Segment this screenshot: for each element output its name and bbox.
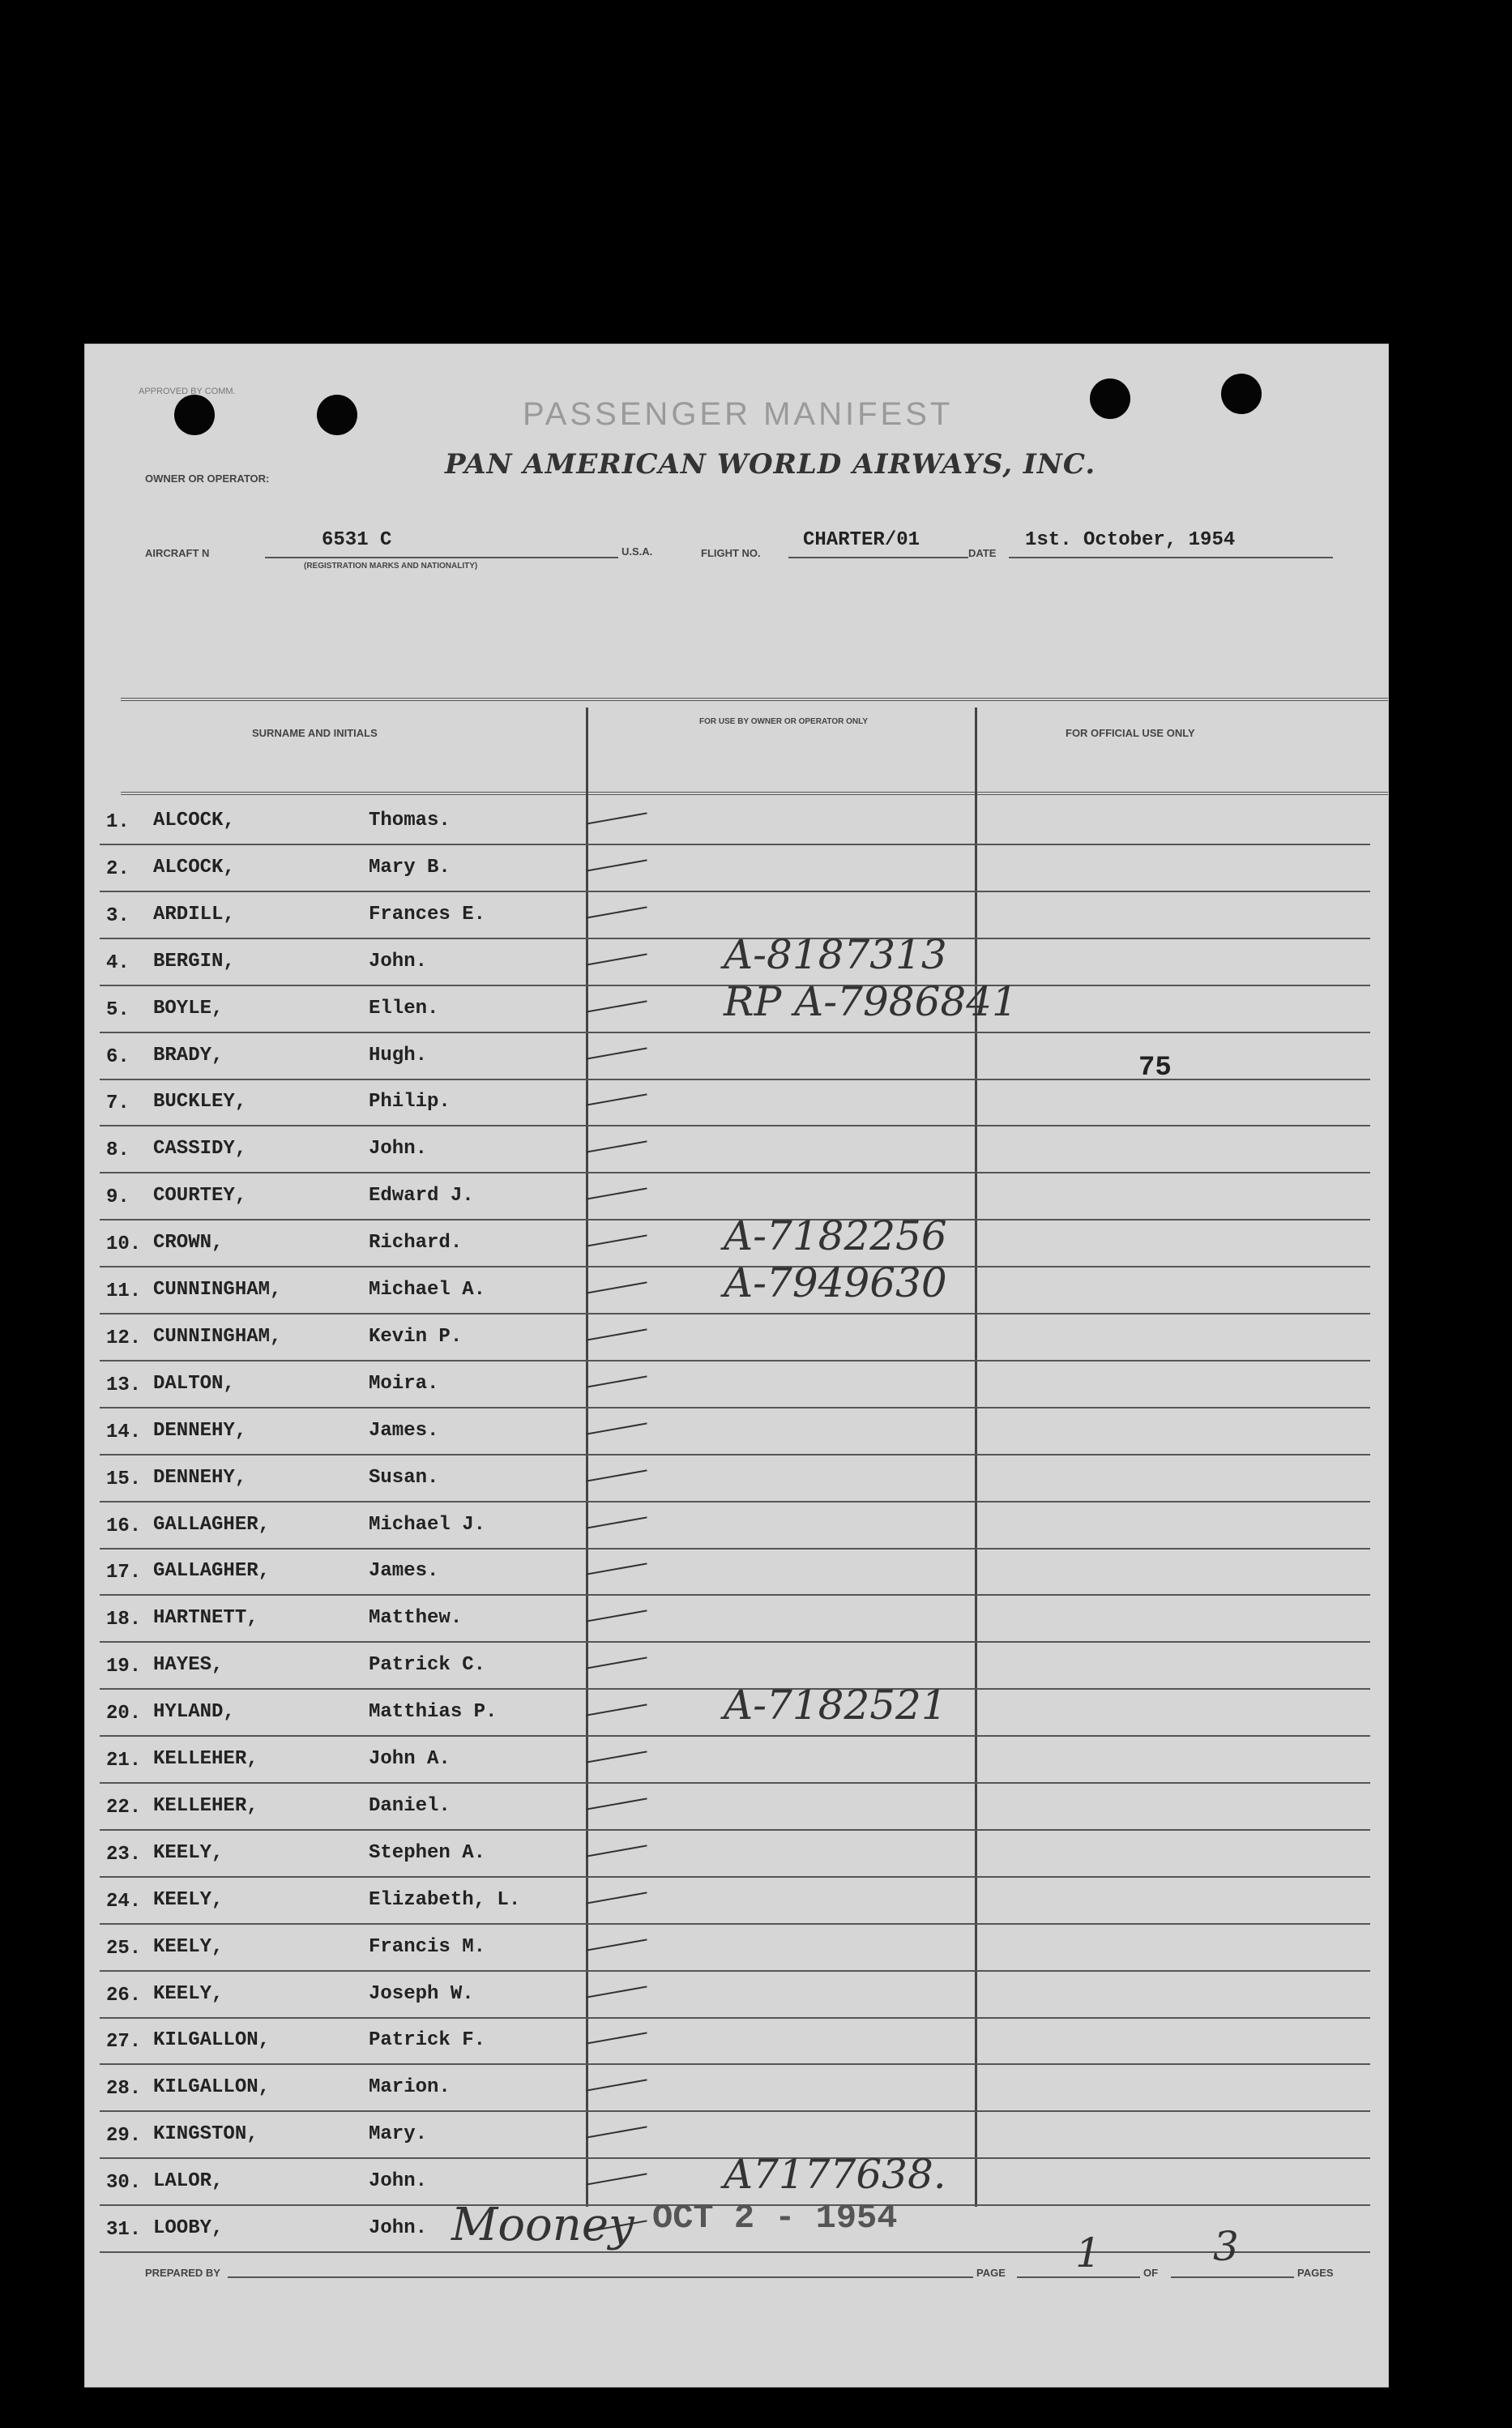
passenger-given-name: Ellen.	[369, 997, 439, 1020]
passenger-given-name: Hugh.	[369, 1044, 428, 1067]
passenger-row	[100, 1454, 1370, 1503]
official-use-value: 75	[1138, 1053, 1172, 1084]
passenger-surname: DENNEHY,	[153, 1466, 247, 1489]
passenger-surname: CUNNINGHAM,	[153, 1325, 282, 1348]
passenger-given-name: John.	[369, 2170, 428, 2193]
passenger-surname: BUCKLEY,	[153, 1091, 247, 1114]
handwritten-alien-number: A-7182256	[724, 1212, 947, 1260]
row-number: 6.	[106, 1045, 130, 1068]
row-number: 21.	[106, 1750, 142, 1772]
check-mark	[586, 1281, 647, 1293]
flight-line	[788, 557, 968, 558]
pages-label: PAGES	[1297, 2267, 1334, 2279]
manifest-sheet	[84, 344, 1389, 2387]
flight-label: FLIGHT NO.	[701, 547, 761, 559]
signature: Mooney	[451, 2199, 634, 2251]
passenger-surname: DENNEHY,	[153, 1419, 247, 1442]
passenger-surname: BOYLE,	[153, 997, 224, 1020]
passenger-surname: BERGIN,	[153, 950, 235, 972]
date-label: DATE	[968, 547, 997, 559]
passenger-row	[100, 1313, 1370, 1361]
check-mark	[586, 1563, 647, 1575]
passenger-row	[100, 797, 1370, 845]
page-title: PASSENGER MANIFEST	[523, 396, 954, 432]
check-mark	[586, 1000, 647, 1012]
passenger-given-name: Matthew.	[369, 1607, 463, 1630]
passenger-row	[100, 1970, 1370, 2019]
passenger-surname: CROWN,	[153, 1232, 224, 1255]
handwritten-alien-number: RP A-7986841	[724, 977, 1018, 1025]
passenger-row	[100, 1682, 1370, 1737]
passenger-given-name: Daniel.	[369, 1794, 451, 1817]
passenger-surname: DALTON,	[153, 1372, 235, 1395]
passenger-surname: ALCOCK,	[153, 810, 235, 831]
passenger-given-name: Patrick F.	[369, 2029, 486, 2052]
check-mark	[586, 1892, 647, 1904]
row-number: 25.	[106, 1937, 142, 1960]
check-mark	[586, 1094, 647, 1106]
flight-value: CHARTER/01	[803, 529, 920, 551]
row-number: 18.	[106, 1609, 142, 1631]
passenger-surname: LOOBY,	[153, 2217, 224, 2239]
passenger-surname: HARTNETT,	[153, 1607, 258, 1630]
aircraft-line	[265, 557, 618, 558]
passenger-row	[100, 1829, 1370, 1878]
check-mark	[586, 1141, 647, 1153]
row-number: 24.	[106, 1890, 142, 1913]
row-number: 5.	[106, 998, 130, 1021]
date-line	[1009, 557, 1333, 558]
passenger-surname: HAYES,	[153, 1654, 224, 1677]
received-date-stamp: OCT 2 - 1954	[652, 2199, 898, 2238]
row-number: 30.	[106, 2172, 142, 2195]
passenger-surname: CUNNINGHAM,	[153, 1279, 282, 1301]
check-mark	[586, 1047, 647, 1059]
handwritten-alien-number: A-7182521	[724, 1682, 947, 1729]
passenger-given-name: Stephen A.	[369, 1841, 486, 1864]
check-mark	[586, 1469, 647, 1481]
passenger-row	[100, 1407, 1370, 1456]
passenger-row	[100, 1594, 1370, 1643]
passenger-surname: GALLAGHER,	[153, 1513, 271, 1536]
airline-name: PAN AMERICAN WORLD AIRWAYS, INC.	[445, 448, 1096, 481]
row-number: 2.	[106, 857, 130, 880]
passenger-given-name: John.	[369, 2217, 428, 2239]
passenger-given-name: Elizabeth, L.	[369, 1888, 521, 1911]
prepared-by-label: PREPARED BY	[145, 2267, 220, 2279]
passenger-given-name: Michael J.	[369, 1513, 486, 1536]
passenger-given-name: John.	[369, 950, 428, 972]
page-label: PAGE	[976, 2267, 1006, 2279]
passenger-row	[100, 1360, 1370, 1408]
row-number: 7.	[106, 1092, 130, 1115]
passenger-row	[100, 1782, 1370, 1831]
passenger-given-name: Michael A.	[369, 1279, 486, 1301]
row-number: 12.	[106, 1327, 142, 1349]
row-number: 31.	[106, 2219, 142, 2241]
passenger-surname: KINGSTON,	[153, 2123, 258, 2146]
row-number: 15.	[106, 1468, 142, 1490]
passenger-surname: ALCOCK,	[153, 856, 235, 878]
passenger-surname: KILGALLON,	[153, 2029, 271, 2052]
passenger-row	[100, 844, 1370, 892]
punch-hole	[1090, 378, 1130, 419]
passenger-surname: KEELY,	[153, 1841, 224, 1864]
row-number: 19.	[106, 1656, 142, 1678]
passenger-given-name: Patrick C.	[369, 1654, 486, 1677]
passenger-surname: LALOR,	[153, 2170, 224, 2193]
passenger-given-name: Mary B.	[369, 856, 451, 878]
row-number: 9.	[106, 1186, 130, 1209]
handwritten-alien-number: A-8187313	[724, 930, 947, 978]
check-mark	[586, 906, 647, 918]
row-number: 22.	[106, 1796, 142, 1819]
passenger-row	[100, 1125, 1370, 1173]
check-mark	[586, 1188, 647, 1200]
passenger-surname: KEELY,	[153, 1888, 224, 1911]
check-mark	[586, 1235, 647, 1247]
passenger-given-name: Joseph W.	[369, 1982, 474, 2005]
usa-label: U.S.A.	[621, 545, 653, 558]
check-mark	[586, 1939, 647, 1951]
passenger-surname: CASSIDY,	[153, 1138, 247, 1161]
official-column-header: FOR OFFICIAL USE ONLY	[1066, 727, 1195, 739]
passenger-given-name: Francis M.	[369, 1935, 486, 1958]
row-number: 4.	[106, 951, 130, 974]
passenger-given-name: John.	[369, 1138, 428, 1161]
row-number: 11.	[106, 1280, 142, 1302]
passenger-surname: KELLEHER,	[153, 1794, 258, 1817]
passenger-row	[100, 1547, 1370, 1596]
row-number: 20.	[106, 1703, 142, 1725]
row-number: 29.	[106, 2125, 142, 2148]
passenger-given-name: Richard.	[369, 1232, 463, 1255]
passenger-row	[100, 1923, 1370, 1972]
check-mark	[586, 1657, 647, 1669]
check-mark	[586, 2174, 647, 2186]
passenger-given-name: Thomas.	[369, 810, 451, 831]
row-number: 28.	[106, 2078, 142, 2101]
check-mark	[586, 2127, 647, 2139]
passenger-row	[100, 1735, 1370, 1784]
check-mark	[586, 1750, 647, 1763]
of-label: OF	[1143, 2267, 1159, 2279]
passenger-surname: KEELY,	[153, 1982, 224, 2005]
punch-hole	[174, 395, 215, 435]
aircraft-value: 6531 C	[322, 529, 392, 551]
passenger-given-name: Edward J.	[369, 1185, 474, 1208]
passenger-given-name: Frances E.	[369, 903, 486, 925]
row-number: 23.	[106, 1843, 142, 1866]
check-mark	[586, 1610, 647, 1622]
passenger-surname: HYLAND,	[153, 1701, 235, 1724]
page-number: 1	[1075, 2229, 1101, 2276]
passenger-row	[100, 2063, 1370, 2112]
passenger-row	[100, 2016, 1370, 2065]
check-mark	[586, 1986, 647, 1998]
passenger-surname: GALLAGHER,	[153, 1560, 271, 1583]
check-mark	[586, 1704, 647, 1716]
row-number: 26.	[106, 1984, 142, 2007]
passenger-row	[100, 977, 1370, 1033]
page-line	[1017, 2276, 1140, 2278]
check-mark	[586, 859, 647, 871]
passenger-surname: KELLEHER,	[153, 1748, 258, 1770]
check-mark	[586, 1328, 647, 1340]
table-top-rule	[121, 698, 1388, 701]
approval-stamp: APPROVED BY COMM.	[139, 387, 236, 396]
row-number: 27.	[106, 2031, 142, 2054]
check-mark	[586, 2080, 647, 2092]
row-number: 3.	[106, 904, 130, 927]
handwritten-alien-number: A7177638.	[724, 2151, 946, 2199]
check-mark	[586, 1516, 647, 1528]
punch-hole	[317, 395, 357, 435]
table-header-rule	[121, 792, 1388, 795]
row-number: 1.	[106, 811, 130, 833]
date-value: 1st. October, 1954	[1025, 529, 1236, 551]
check-mark	[586, 1845, 647, 1857]
passenger-surname: ARDILL,	[153, 903, 235, 925]
passenger-row	[100, 1078, 1370, 1126]
passenger-surname: BRADY,	[153, 1044, 224, 1067]
registration-caption: (REGISTRATION MARKS AND NATIONALITY)	[304, 562, 478, 571]
page-count: 3	[1213, 2223, 1239, 2270]
passenger-given-name: Susan.	[369, 1466, 439, 1489]
check-mark	[586, 812, 647, 824]
passenger-surname: KEELY,	[153, 1935, 224, 1958]
passenger-given-name: Philip.	[369, 1091, 451, 1114]
punch-hole	[1221, 374, 1262, 414]
check-mark	[586, 1797, 647, 1810]
handwritten-alien-number: A-7949630	[724, 1259, 947, 1306]
names-column-header: SURNAME AND INITIALS	[252, 727, 378, 739]
passenger-row	[100, 1032, 1370, 1080]
passenger-surname: KILGALLON,	[153, 2076, 271, 2099]
passenger-row	[100, 1876, 1370, 1925]
check-mark	[586, 1422, 647, 1434]
passenger-given-name: Matthias P.	[369, 1701, 498, 1724]
passenger-row	[100, 1501, 1370, 1550]
owner-label: OWNER OR OPERATOR:	[145, 472, 270, 485]
passenger-given-name: James.	[369, 1419, 439, 1442]
passenger-given-name: Mary.	[369, 2123, 428, 2146]
prepared-by-line	[228, 2276, 973, 2278]
check-mark	[586, 953, 647, 965]
row-number: 17.	[106, 1562, 142, 1584]
row-number: 13.	[106, 1374, 142, 1396]
pages-line	[1171, 2276, 1294, 2278]
check-mark	[586, 2033, 647, 2045]
passenger-row	[100, 1259, 1370, 1314]
passenger-surname: COURTEY,	[153, 1185, 247, 1208]
owner-column-header: FOR USE BY OWNER OR OPERATOR ONLY	[699, 717, 868, 726]
check-mark	[586, 1375, 647, 1387]
row-number: 14.	[106, 1421, 142, 1443]
row-number: 16.	[106, 1515, 142, 1537]
passenger-given-name: Marion.	[369, 2076, 451, 2099]
row-number: 10.	[106, 1233, 142, 1256]
passenger-given-name: Moira.	[369, 1372, 439, 1395]
passenger-given-name: Kevin P.	[369, 1325, 463, 1348]
passenger-given-name: John A.	[369, 1748, 451, 1770]
row-number: 8.	[106, 1139, 130, 1162]
aircraft-label: AIRCRAFT N	[145, 547, 210, 559]
passenger-given-name: James.	[369, 1560, 439, 1583]
